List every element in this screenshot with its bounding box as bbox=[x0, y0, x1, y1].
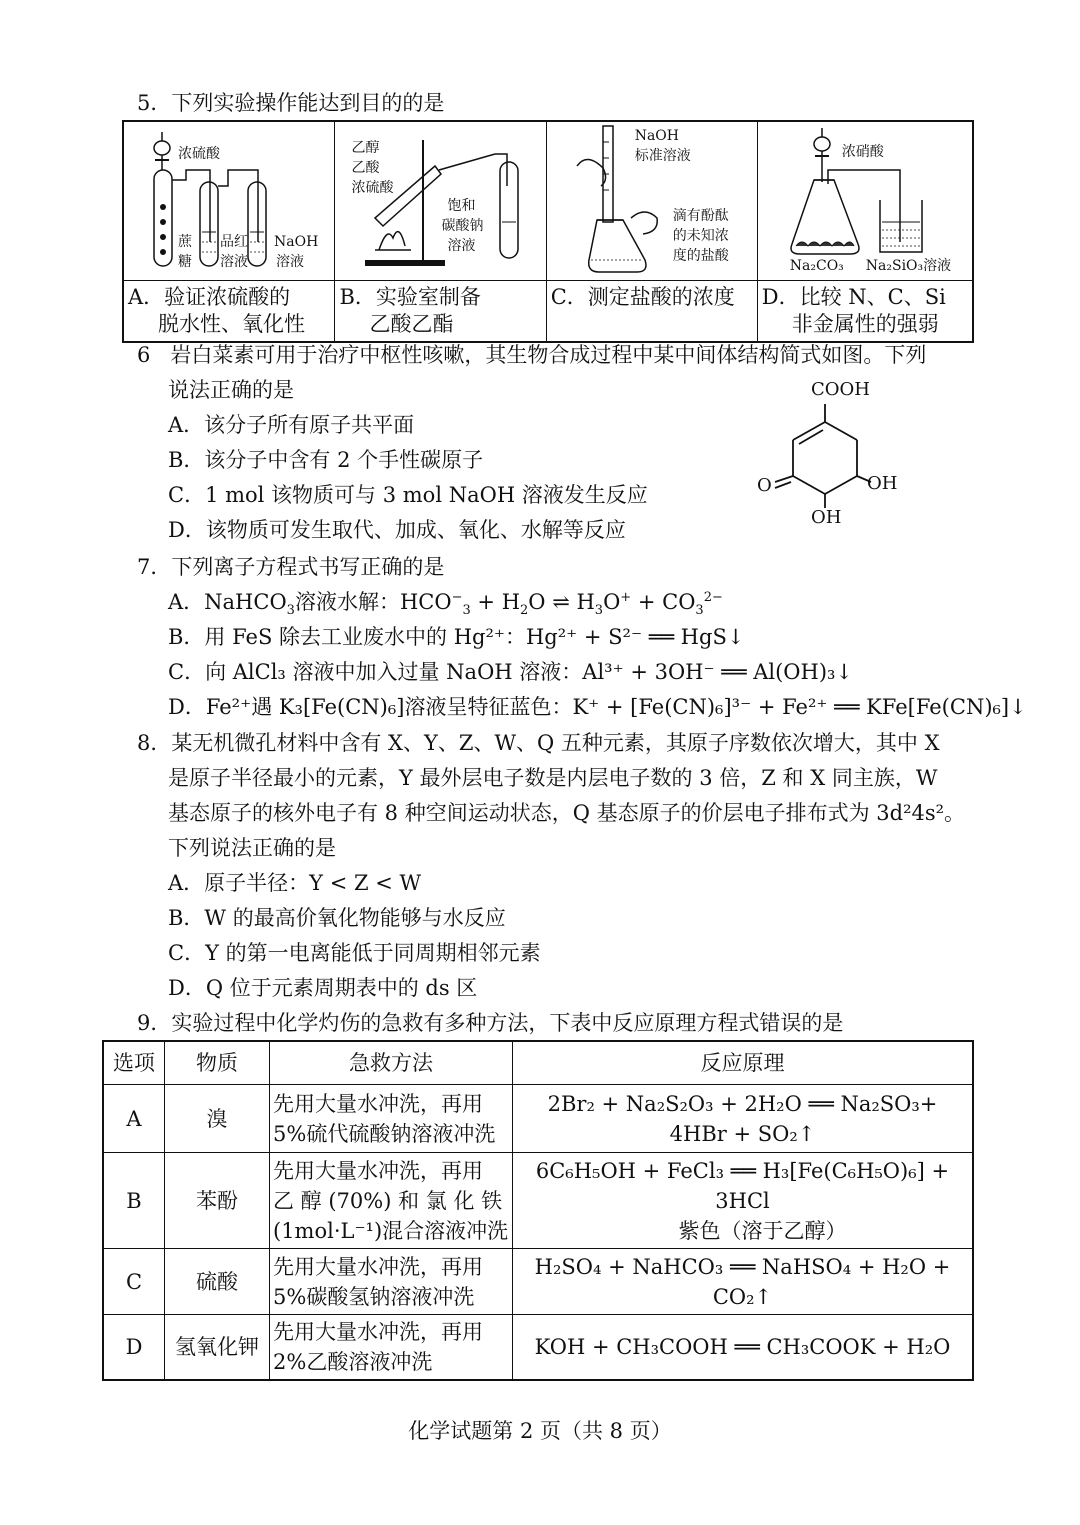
q6-stem-line-1 bbox=[137, 340, 926, 370]
fig-c-analyte-1: 滴有酚酞 bbox=[672, 208, 729, 224]
q6-option-a: A．该分子所有原子共平面 bbox=[168, 413, 415, 437]
q5-option-c-line-1: C．测定盐酸的浓度 bbox=[550, 285, 735, 309]
q9-row-c-method-2: 5%碳酸氢钠溶液冲洗 bbox=[273, 1284, 475, 1309]
q5-option-a-line-2: 脱水性、氧化性 bbox=[158, 312, 305, 336]
q9-row-c-method-1: 先用大量水冲洗，再用 bbox=[273, 1254, 483, 1279]
fig-b-solution-1: 饱和 bbox=[447, 198, 476, 214]
q6-option-c: C．1 mol 该物质可与 3 mol NaOH 溶液发生反应 bbox=[168, 483, 648, 507]
q8-stem-line-4: 下列说法正确的是 bbox=[168, 836, 336, 860]
q7-option-d: D．Fe²⁺遇 K₃[Fe(CN)₆]溶液呈特征蓝色：K⁺ + [Fe(CN)₆]³⁻ + Fe²⁺ ══ KFe[Fe(CN)₆]↓ bbox=[168, 695, 1027, 719]
q5-option-d-line-1: D．比较 N、C、Si bbox=[761, 285, 946, 309]
q9-row-d-option: D bbox=[103, 1315, 165, 1381]
q8-option-b: B．W 的最高价氧化物能够与水反应 bbox=[168, 906, 506, 930]
q5-fig-d-cell bbox=[757, 121, 973, 281]
q9-row-b-equation bbox=[513, 1153, 974, 1249]
q9-header-principle: 反应原理 bbox=[513, 1041, 974, 1085]
fig-b-reagent-3: 浓硫酸 bbox=[351, 180, 394, 196]
fig-a-sugar-label-2: 糖 bbox=[178, 254, 192, 270]
q7-option-a: A．NaHCO$_3$溶液水解：$HCO^-_3 + H_2O$ ⇌ $H_3O^+ + CO_3^{2-}$ bbox=[168, 590, 723, 619]
q9-row-c-method bbox=[270, 1249, 513, 1315]
q8-stem-line-1: 8．某无机微孔材料中含有 X、Y、Z、W、Q 五种元素，其原子序数依次增大，其中 X bbox=[137, 731, 940, 755]
mol-oh-label-1: OH bbox=[867, 473, 898, 494]
q9-row-a-method-2: 5%硫代硫酸钠溶液冲洗 bbox=[273, 1121, 496, 1146]
fig-a-naoh-label-1: NaOH bbox=[274, 234, 319, 250]
fig-a-naoh-label-2: 溶液 bbox=[276, 254, 304, 270]
q9-row-b-substance: 苯酚 bbox=[165, 1153, 270, 1249]
q9-header-method: 急救方法 bbox=[270, 1041, 513, 1085]
q9-row-b-method bbox=[270, 1153, 513, 1249]
q9-first-aid-table bbox=[102, 1040, 974, 1381]
table-row bbox=[103, 1249, 973, 1315]
q7-a-prefix: A．NaHCO bbox=[168, 590, 287, 614]
q9-header-substance: 物质 bbox=[165, 1041, 270, 1085]
q6-stem-text-1: 岩白菜素可用于治疗中枢性咳嗽，其生物合成过程中某中间体结构简式如图。下列 bbox=[170, 343, 927, 367]
q5-fig-d bbox=[758, 122, 972, 280]
fig-b-solution-2: 碳酸钠 bbox=[441, 218, 484, 234]
q9-row-a-substance: 溴 bbox=[165, 1085, 270, 1153]
q5-option-b-line-1: B．实验室制备 bbox=[339, 285, 481, 309]
q5-fig-b-cell bbox=[335, 121, 546, 281]
mol-oh-label-2: OH bbox=[811, 507, 842, 528]
q6-option-b: B．该分子中含有 2 个手性碳原子 bbox=[168, 448, 484, 472]
q9-row-d-method-1: 先用大量水冲洗，再用 bbox=[273, 1320, 483, 1344]
fig-a-red-label-1: 品红 bbox=[220, 234, 248, 250]
q8-option-a: A．原子半径：Y < Z < W bbox=[168, 871, 422, 895]
q5-option-b-line-2: 乙酸乙酯 bbox=[369, 312, 454, 336]
q9-header-row bbox=[103, 1041, 973, 1085]
fig-d-beaker-label-2: Na₂SiO₃溶液 bbox=[865, 258, 952, 274]
q9-row-b-method-2: 乙 醇 (70%) 和 氯 化 铁 bbox=[273, 1188, 503, 1213]
q9-row-d-method bbox=[270, 1315, 513, 1381]
q7-option-b: B．用 FeS 除去工业废水中的 Hg²⁺：Hg²⁺ + S²⁻ ══ HgS↓ bbox=[168, 625, 745, 649]
q5-fig-c bbox=[547, 122, 757, 280]
q9-row-a-method-1: 先用大量水冲洗，再用 bbox=[273, 1091, 483, 1116]
table-row bbox=[103, 1085, 973, 1153]
q8-stem-line-3: 基态原子的核外电子有 8 种空间运动状态，Q 基态原子的价层电子排布式为 3d²4s²。 bbox=[168, 801, 966, 825]
q5-fig-a-cell bbox=[123, 121, 335, 281]
q5-fig-c-cell bbox=[546, 121, 757, 281]
q9-header-option: 选项 bbox=[103, 1041, 165, 1085]
fig-a-red-label-2: 溶液 bbox=[220, 254, 248, 270]
mol-cooh-label: COOH bbox=[811, 379, 870, 400]
q9-row-c-substance: 硫酸 bbox=[165, 1249, 270, 1315]
fig-c-titrant-1: NaOH bbox=[634, 128, 679, 144]
fig-a-acid-label: 浓硫酸 bbox=[178, 146, 220, 162]
q9-row-b-method-3: (1mol·L⁻¹)混合溶液冲洗 bbox=[273, 1218, 509, 1243]
q5-option-d-line-2: 非金属性的强弱 bbox=[791, 312, 939, 336]
q9-stem: 9．实验过程中化学灼伤的急救有多种方法，下表中反应原理方程式错误的是 bbox=[137, 1011, 844, 1035]
q6-molecule-structure bbox=[745, 378, 915, 542]
fig-c-titrant-2: 标准溶液 bbox=[634, 148, 691, 164]
q5-option-a-line-1: A．验证浓硫酸的 bbox=[128, 285, 291, 309]
q8-option-d: D．Q 位于元素周期表中的 ds 区 bbox=[168, 976, 478, 1000]
q9-row-b-option: B bbox=[103, 1153, 165, 1249]
q9-row-b-method-1: 先用大量水冲洗，再用 bbox=[273, 1158, 483, 1183]
fig-b-reagent-1: 乙醇 bbox=[351, 140, 380, 156]
q5-stem: 5．下列实验操作能达到目的的是 bbox=[137, 91, 445, 115]
q7-option-c: C．向 AlCl₃ 溶液中加入过量 NaOH 溶液：Al³⁺ + 3OH⁻ ══ Al(OH)₃↓ bbox=[168, 660, 854, 684]
q9-row-d-equation: KOH + CH₃COOH ══ CH₃COOK + H₂O bbox=[513, 1315, 974, 1381]
fig-b-reagent-2: 乙酸 bbox=[351, 160, 380, 176]
q9-row-a-equation: 2Br₂ + Na₂S₂O₃ + 2H₂O ══ Na₂SO₃+ 4HBr + SO₂↑ bbox=[513, 1085, 974, 1153]
q5-option-c bbox=[546, 281, 757, 343]
fig-c-analyte-2: 的未知浓 bbox=[672, 228, 729, 244]
q5-option-a bbox=[123, 281, 335, 343]
mol-carbonyl-o-label: O bbox=[757, 475, 772, 496]
q9-row-c-equation: H₂SO₄ + NaHCO₃ ══ NaHSO₄ + H₂O + CO₂↑ bbox=[513, 1249, 974, 1315]
table-row bbox=[103, 1153, 973, 1249]
q7-stem: 7．下列离子方程式书写正确的是 bbox=[137, 555, 445, 579]
fig-c-analyte-3: 度的盐酸 bbox=[672, 248, 729, 264]
q9-row-b-equation-main: 6C₆H₅OH + FeCl₃ ══ H₃[Fe(C₆H₅O)₆] + 3HCl bbox=[535, 1158, 950, 1213]
q8-stem-line-2: 是原子半径最小的元素，Y 最外层电子数是内层电子数的 3 倍，Z 和 X 同主族，W bbox=[168, 766, 938, 790]
fig-b-solution-3: 溶液 bbox=[447, 238, 476, 254]
q5-fig-b bbox=[335, 122, 545, 280]
q6-option-d: D．该物质可发生取代、加成、氧化、水解等反应 bbox=[168, 518, 626, 542]
q5-experiment-table bbox=[122, 120, 974, 343]
q9-row-d-substance: 氢氧化钾 bbox=[165, 1315, 270, 1381]
q9-row-d-method-2: 2%乙酸溶液冲洗 bbox=[273, 1350, 433, 1374]
q7-a-middle: 溶液水解：HCO bbox=[294, 590, 452, 614]
q6-stem-line-2: 说法正确的是 bbox=[168, 378, 294, 402]
fig-a-sugar-label-1: 蔗 bbox=[178, 234, 192, 250]
fig-d-acid-label: 浓硝酸 bbox=[841, 144, 884, 160]
q9-row-b-equation-note: 紫色（溶于乙醇） bbox=[678, 1218, 847, 1243]
q5-fig-a bbox=[124, 122, 334, 280]
page-footer: 化学试题第 2 页（共 8 页） bbox=[408, 1419, 672, 1443]
q9-row-a-option: A bbox=[103, 1085, 165, 1153]
q5-option-d bbox=[757, 281, 973, 343]
fig-d-beaker-label-1: Na₂CO₃ bbox=[789, 258, 844, 274]
table-row bbox=[103, 1315, 973, 1381]
q8-option-c: C．Y 的第一电离能低于同周期相邻元素 bbox=[168, 941, 541, 965]
q9-row-a-method bbox=[270, 1085, 513, 1153]
q6-number: 6 bbox=[137, 343, 151, 367]
q5-option-b bbox=[335, 281, 546, 343]
q9-row-c-option: C bbox=[103, 1249, 165, 1315]
